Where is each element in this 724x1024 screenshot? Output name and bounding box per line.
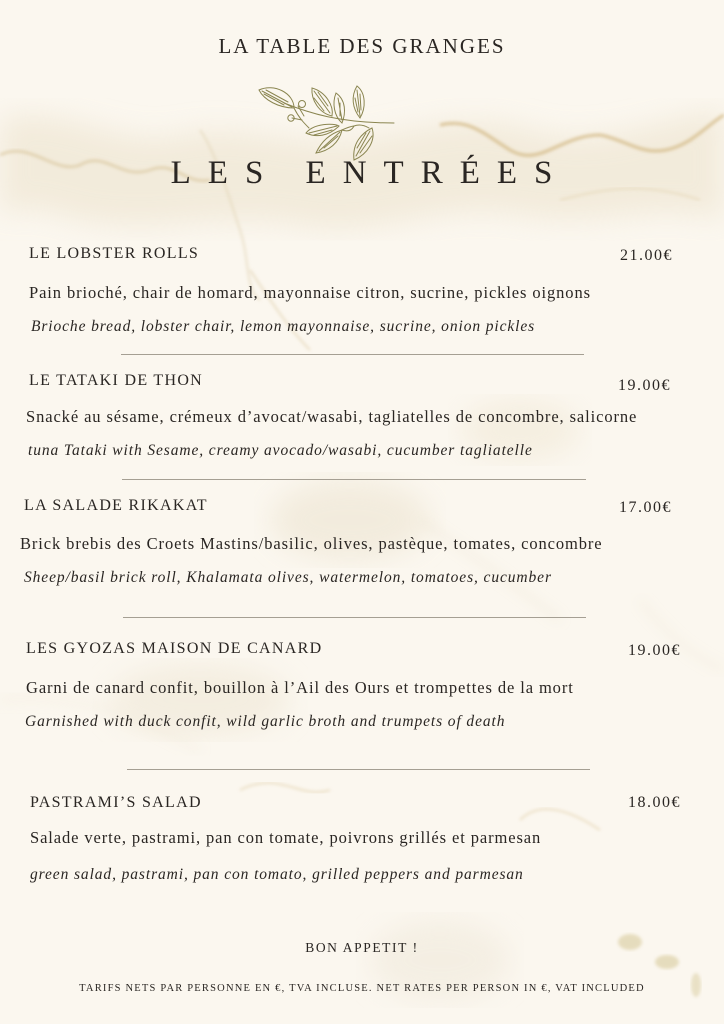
menu-item-name: LA SALADE RIKAKAT — [24, 497, 208, 514]
divider — [122, 479, 586, 480]
leaf-sprig-icon — [254, 78, 399, 163]
restaurant-name: LA TABLE DES GRANGES — [218, 34, 506, 58]
menu-item-description-fr: Pain brioché, chair de homard, mayonnaise citron, sucrine, pickles oignons — [29, 283, 591, 302]
section-title: LES ENTRÉES — [170, 155, 570, 191]
menu-item-description-fr: Brick brebis des Croets Mastins/basilic, olives, pastèque, tomates, concombre — [20, 534, 603, 553]
pricing-note: TARIFS NETS PAR PERSONNE EN €, TVA INCLUSE. NET RATES PER PERSON IN €, VAT INCLUDED — [79, 983, 645, 994]
menu-item-price: 19.00€ — [628, 642, 681, 659]
menu-item-price: 21.00€ — [620, 247, 673, 264]
menu-item-description-en: green salad, pastrami, pan con tomato, grilled peppers and parmesan — [30, 866, 524, 883]
menu-item-price: 18.00€ — [628, 794, 681, 811]
menu-item-price: 17.00€ — [619, 499, 672, 516]
menu-item-price: 19.00€ — [618, 377, 671, 394]
menu-item-description-en: Brioche bread, lobster chair, lemon mayonnaise, sucrine, onion pickles — [31, 318, 536, 335]
menu-item-description-en: Garnished with duck confit, wild garlic broth and trumpets of death — [25, 713, 506, 730]
menu-item-name: LES GYOZAS MAISON DE CANARD — [26, 640, 323, 657]
closing-message: BON APPETIT ! — [305, 940, 419, 955]
menu-item-description-fr: Garni de canard confit, bouillon à l’Ail des Ours et trompettes de la mort — [26, 678, 574, 697]
divider — [127, 769, 590, 770]
menu-item-name: PASTRAMI’S SALAD — [30, 794, 202, 811]
divider — [121, 354, 584, 355]
menu-item-description-en: tuna Tataki with Sesame, creamy avocado/wasabi, cucumber tagliatelle — [28, 442, 533, 459]
divider — [123, 617, 586, 618]
menu-item-description-fr: Salade verte, pastrami, pan con tomate, poivrons grillés et parmesan — [30, 828, 542, 847]
menu-item-name: LE TATAKI DE THON — [29, 372, 204, 389]
menu-item-description-en: Sheep/basil brick roll, Khalamata olives, watermelon, tomatoes, cucumber — [24, 569, 552, 586]
menu-item-description-fr: Snacké au sésame, crémeux d’avocat/wasabi, tagliatelles de concombre, salicorne — [26, 407, 638, 426]
menu-item-name: LE LOBSTER ROLLS — [29, 245, 200, 262]
